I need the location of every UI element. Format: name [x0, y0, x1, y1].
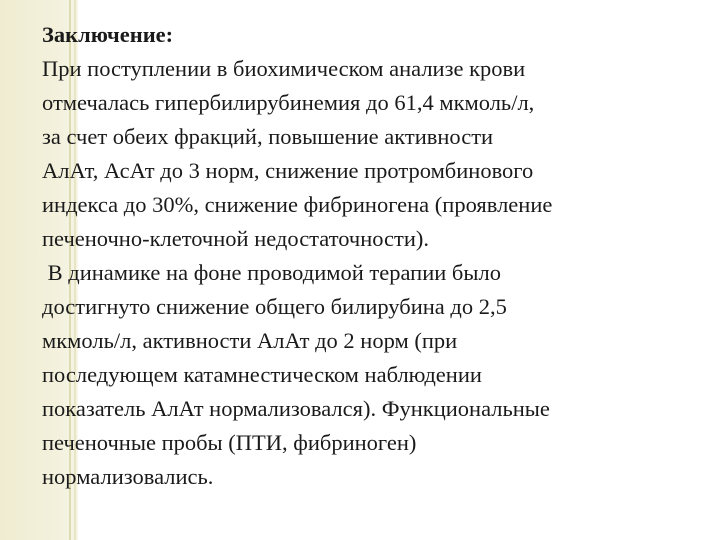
text-line: печеночно-клеточной недостаточности). — [42, 226, 430, 251]
text-line: показатель АлАт нормализовался). Функциональные — [42, 396, 550, 421]
text-line: отмечалась гипербилирубинемия до 61,4 мкмоль/л, — [42, 90, 535, 115]
text-line: АлАт, АсАт до 3 норм, снижение протромбинового — [42, 158, 534, 183]
text-line: за счет обеих фракций, повышение активности — [42, 124, 494, 149]
text-line: печеночные пробы (ПТИ, фибриноген) — [42, 430, 417, 455]
conclusion-heading: Заключение: — [42, 22, 174, 47]
text-line: достигнуто снижение общего билирубина до 2,5 — [42, 294, 507, 319]
text-line: нормализовались. — [42, 464, 214, 489]
slide-body — [42, 18, 714, 494]
text-line: В динамике на фоне проводимой терапии было — [42, 260, 501, 285]
text-line: индекса до 30%, снижение фибриногена (проявление — [42, 192, 553, 217]
text-line: мкмоль/л, активности АлАт до 2 норм (при — [42, 328, 458, 353]
text-line: последующем катамнестическом наблюдении — [42, 362, 482, 387]
text-line: При поступлении в биохимическом анализе крови — [42, 56, 526, 81]
